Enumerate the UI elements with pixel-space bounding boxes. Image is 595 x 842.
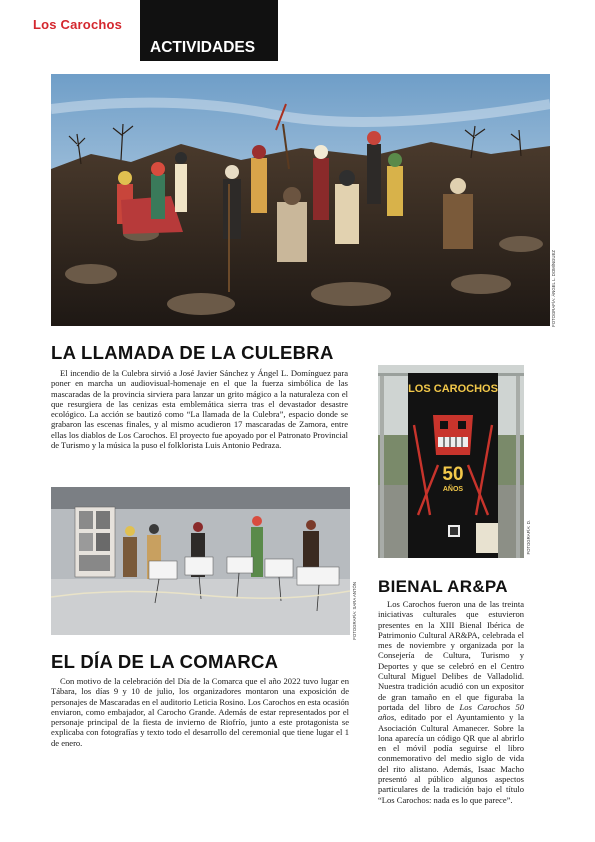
article-body-comarca <box>51 676 349 748</box>
section-title: ACTIVIDADES <box>150 39 256 56</box>
book-title: Los Carochos 50 años <box>378 701 524 723</box>
article-body-culebra <box>51 368 348 450</box>
article-title-bienal: BIENAL AR&PA <box>378 577 508 596</box>
banner-photo-credit: FOTOGRAFÍA: D. <box>526 520 531 555</box>
masked-figures-photo <box>51 74 550 326</box>
exhibition-photo-credit: FOTOGRAFÍA: SARA ANTÓN <box>352 582 357 640</box>
article-body-bienal <box>378 599 524 805</box>
brand-logo: Los Carochos <box>33 17 123 32</box>
article-text: Los Carochos fueron una de las treinta iniciativas culturales que estuvieron presentes en la XIII Bienal Ibérica de Patrimonio Cultural AR&PA, celebrada el mes de noviembre y organizada por la Consejería de Cultura, Turismo y Deportes y que se celebró en el Centro Cultural Miguel Delibes de Valladolid. Nuestra tradición acudió con un expositor de gran tamaño en el que figuraba la portada del libro de <box>378 599 524 712</box>
banner-years-number: 50 <box>442 464 464 485</box>
article-title-culebra: LA LLAMADA DE LA CULEBRA <box>51 342 334 363</box>
article-title-comarca: EL DÍA DE LA COMARCA <box>51 651 279 672</box>
section-tab <box>140 0 278 61</box>
article-paragraph: El incendio de la Culebra sirvió a José Javier Sánchez y Ángel L. Domínguez para poner en marcha un audiovisual-homenaje en el que la fuerza simbólica de las mascaradas de la provincia sirviera para lanzar un grito mágico a la naturaleza con el que resurgiera de las cenizas esta emblemática sierra tras el devastador desastre ecológico. La acción se bautizó como “La llamada de la Culebra”, espacio donde se grabaron las escenas finales, y al mismo acudieron 17 mascaradas de Zamora, entre ellas los diablos de Los Carochos. El proyecto fue apoyado por el Patronato Provincial de Turismo y la música la puso el folklorista Luis Antonio Pedraza. <box>51 368 348 451</box>
banner-title: LOS CAROCHOS <box>408 383 498 395</box>
article-paragraph: Con motivo de la celebración del Día de la Comarca que el año 2022 tuvo lugar en Tábara, los días 9 y 10 de julio, los organizadores montaron una exposición de personajes de Mascaradas en el auditorio Leticia Rosino. Los Carochos en esta ocasión enviaron, como embajador, al Carocho Grande. Además de estar representados por el personaje principal de la fiesta de invierno de Riofrío, junto a este protagonista se explicaba con fotografías y texto todo el desarrollo del ceremonial que tiene lugar el 1 de enero. <box>51 676 349 748</box>
exhibition-photo <box>51 487 350 635</box>
banner-years-word: AÑOS <box>442 486 464 493</box>
article-paragraph <box>378 599 524 805</box>
main-photo-credit: FOTOGRAFÍA: ÁNGEL L. DOMÍNGUEZ <box>551 250 556 327</box>
banner-photo <box>378 365 524 558</box>
article-text: , editado por el Ayuntamiento y la Asociación Cultural Amanecer. Sobre la lona aparecía un código QR que al abrirlo en el móvil podía seguirse el libro conmemorativo del medio siglo de vida del rito alistano. Además, Isaac Macho presentó al público algunos aspectos particulares de la tradición bajo el título “Los Carochos: nada es lo que parece”. <box>378 712 524 805</box>
